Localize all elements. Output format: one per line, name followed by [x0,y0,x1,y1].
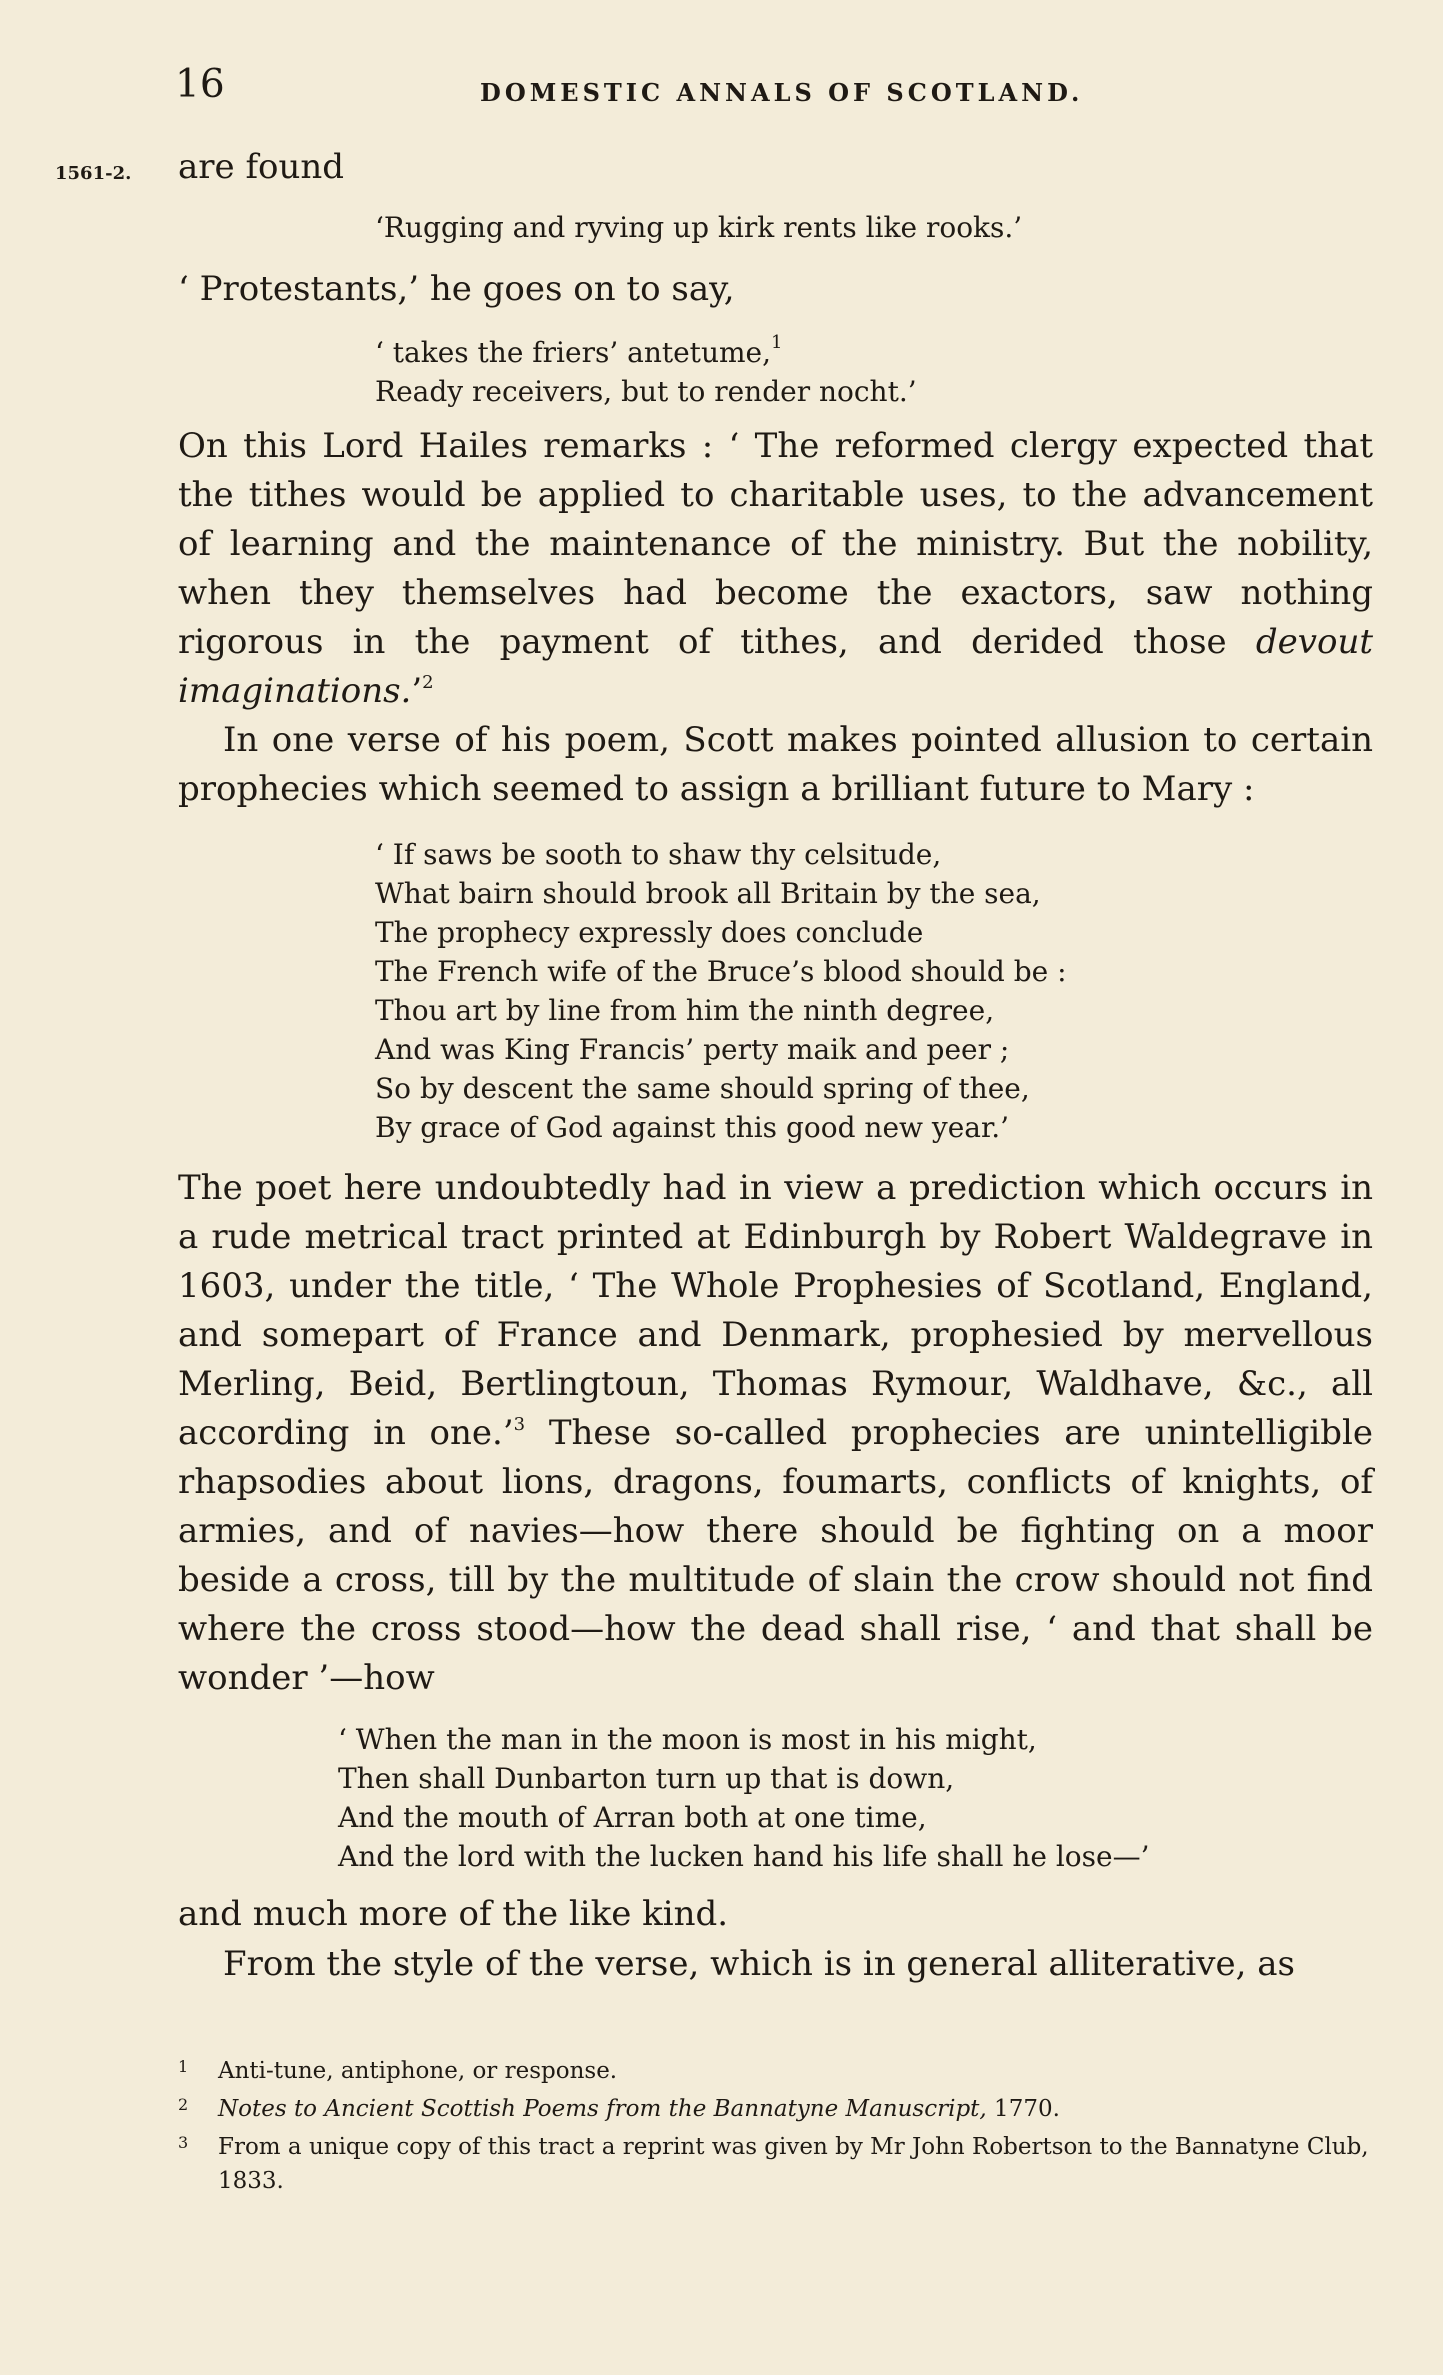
footnote-mark: 3 [178,2133,189,2152]
footnote-ref-2: 2 [422,672,434,693]
verse-line: The French wife of the Bruce’s blood should be : [375,955,1067,988]
footnote-text: 1770. [986,2096,1060,2122]
footnote-italic-title: Notes to Ancient Scottish Poems from the Bannatyne Manuscript, [218,2096,987,2122]
verse-line: And the mouth of Arran both at one time, [338,1801,927,1834]
page-number: 16 [175,62,225,107]
verse-quote-friers [375,333,917,411]
verse-line: And was King Francis’ perty maik and peer ; [375,1033,1010,1066]
running-head [175,62,1370,122]
footnotes [178,2050,1373,2198]
paragraph-text: On this Lord Hailes remarks : ‘ The reformed clergy expected that the tithes would be applied to charitable uses, to the advancement of learning and the maintenance of the ministry. But the nobility, when they themselves had become the exactors, saw nothing rigorous in the payment of tithes, and derided those [178,426,1373,662]
footnote-2 [178,2088,1373,2126]
paragraph-opening: are found [178,147,345,187]
footnote-ref-3: 3 [513,1414,526,1435]
verse-line-text: ‘ takes the friers’ antetume, [375,336,771,369]
verse-line: ‘ If saws be sooth to shaw thy celsitude, [375,838,942,871]
verse-prophecy [375,835,1067,1147]
verse-line: The prophecy expressly does conclude [375,916,924,949]
verse-line: And the lord with the lucken hand his life shall he lose—’ [338,1840,1150,1873]
paragraph-text: The poet here undoubtedly had in view a prediction which occurs in a rude metrical tract printed at Edinburgh by Robert Waldegrave in 1603, under the title, ‘ The Whole Prophesies of Scotland, England, and somepart of France and Denmark, prophesied by mervellous Merling, Beid, Bertlingtoun, Thomas Rymour, Waldhave, &c., all according in one.’ [178,1168,1373,1453]
margin-date: 1561-2. [55,163,132,184]
footnote-mark: 1 [178,2057,189,2076]
italic-phrase: devout imaginations. [178,622,1373,711]
footnote-ref-1: 1 [771,332,783,353]
verse-moon [338,1720,1150,1876]
running-title: DOMESTIC ANNALS OF SCOTLAND. [480,78,1084,107]
paragraph-prophecies: In one verse of his poem, Scott makes pointed allusion to certain prophecies which seemed to assign a brilliant future to Mary : [178,720,1373,809]
verse-line: Then shall Dunbarton turn up that is down, [338,1762,955,1795]
footnote-3 [178,2126,1373,2198]
footnote-text: Anti-tune, antiphone, or response. [218,2058,618,2084]
footnote-1 [178,2050,1373,2088]
paragraph-like-kind: and much more of the like kind. [178,1894,729,1934]
paragraph-hailes [178,422,1373,716]
verse-quote-rooks [375,208,1022,247]
paragraph-protestants: ‘ Protestants,’ he goes on to say, [178,269,735,309]
verse-line: So by descent the same should spring of thee, [375,1072,1030,1105]
footnote-mark: 2 [178,2095,189,2114]
verse-line: ‘Rugging and ryving up kirk rents like rooks.’ [375,211,1023,244]
verse-line: By grace of God against this good new year.’ [375,1111,1010,1144]
footnote-text: From a unique copy of this tract a reprint was given by Mr John Robertson to the Bannatyne Club, 1833. [218,2134,1369,2194]
verse-line: What bairn should brook all Britain by the sea, [375,877,1041,910]
paragraph-waldegrave [178,1164,1373,1703]
paragraph-text: These so-called prophecies are unintelligible rhapsodies about lions, dragons, foumarts, conflicts of knights, of armies, and of navies—how there should be fighting on a moor beside a cross, till by the multitude of slain the crow should not find where the cross stood—how the dead shall rise, ‘ and that shall be wonder ’—how [178,1413,1373,1698]
closing-quote: ’ [411,671,423,711]
paragraph-style: From the style of the verse, which is in general alliterative, as [223,1944,1295,1984]
verse-line [375,333,917,372]
verse-line: Ready receivers, but to render nocht.’ [375,375,917,408]
verse-line: Thou art by line from him the ninth degree, [375,994,995,1027]
verse-line: ‘ When the man in the moon is most in his might, [338,1723,1037,1756]
